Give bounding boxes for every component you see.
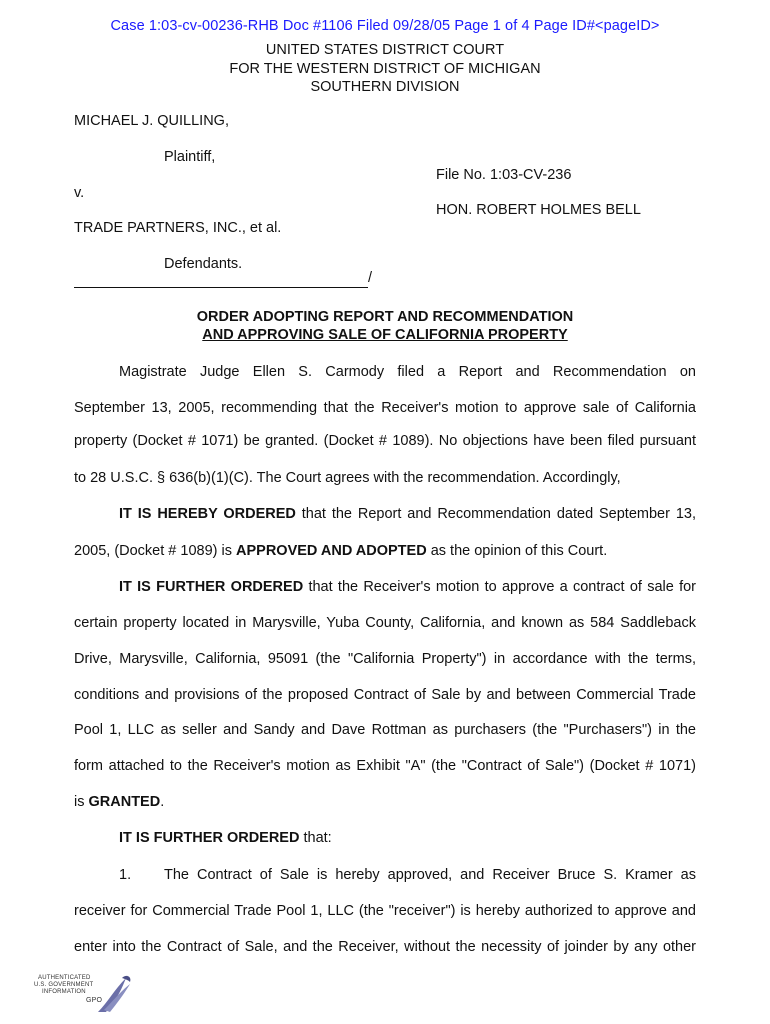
- body-line: September 13, 2005, recommending that the Receiver's motion to approve sale of California: [74, 400, 696, 416]
- body-line: [74, 794, 696, 810]
- body-line: property (Docket # 1071) be granted. (Docket # 1089). No objections have been filed pursuant: [74, 433, 696, 449]
- item-number: 1.: [119, 867, 132, 883]
- body-line: [119, 830, 696, 846]
- body-text: 2005, (Docket # 1089) is: [74, 543, 237, 559]
- gpo-text: INFORMATION: [42, 989, 86, 995]
- bold-phrase: APPROVED AND ADOPTED: [236, 543, 427, 559]
- body-text: as the opinion of this Court.: [426, 543, 608, 559]
- body-line: to 28 U.S.C. § 636(b)(1)(C). The Court agrees with the recommendation. Accordingly,: [74, 470, 621, 486]
- body-text: that the Receiver's motion to approve a contract of sale for: [303, 579, 696, 595]
- gpo-text: AUTHENTICATED: [38, 975, 91, 981]
- bold-lead: IT IS FURTHER ORDERED: [119, 830, 300, 846]
- body-line: Drive, Marysville, California, 95091 (the "California Property") in accordance with the terms,: [74, 651, 696, 667]
- versus: v.: [74, 185, 85, 201]
- court-heading: [0, 41, 770, 97]
- body-line: enter into the Contract of Sale, and the Receiver, without the necessity of joinder by any other: [74, 939, 696, 955]
- order-title-line2: [0, 327, 770, 343]
- body-line: receiver for Commercial Trade Pool 1, LLC (the "receiver") is hereby authorized to approve and: [74, 903, 696, 919]
- body-line: [74, 543, 696, 559]
- court-name: UNITED STATES DISTRICT COURT: [265, 42, 505, 58]
- court-district: FOR THE WESTERN DISTRICT OF MICHIGAN: [229, 60, 541, 77]
- body-text: is: [74, 794, 89, 810]
- caption-rule: [74, 287, 368, 288]
- body-line: certain property located in Marysville, Yuba County, California, and known as 584 Saddleback: [74, 615, 696, 631]
- body-line: form attached to the Receiver's motion as Exhibit "A" (the "Contract of Sale") (Docket # 1071): [74, 758, 696, 774]
- body-line: Pool 1, LLC as seller and Sandy and Dave Rottman as purchasers (the "Purchasers") in the: [74, 722, 696, 738]
- bold-lead: IT IS HEREBY ORDERED: [119, 506, 296, 522]
- caption-slash: /: [368, 270, 373, 286]
- order-title-line2-text: AND APPROVING SALE OF CALIFORNIA PROPERTY: [202, 327, 568, 343]
- case-header-stamp: Case 1:03-cv-00236-RHB Doc #1106 Filed 09/28/05 Page 1 of 4 Page ID#<pageID>: [110, 18, 660, 34]
- body-line: [119, 506, 696, 522]
- gpo-text: U.S. GOVERNMENT: [34, 982, 94, 988]
- defendant-label: Defendants.: [164, 256, 243, 272]
- court-division: SOUTHERN DIVISION: [310, 79, 460, 95]
- body-line: Magistrate Judge Ellen S. Carmody filed a Report and Recommendation on: [119, 364, 696, 380]
- body-line: conditions and provisions of the proposed Contract of Sale by and between Commercial Trade: [74, 687, 696, 703]
- body-line: The Contract of Sale is hereby approved, and Receiver Bruce S. Kramer as: [164, 867, 696, 883]
- body-text: .: [160, 794, 165, 810]
- order-title-line1: ORDER ADOPTING REPORT AND RECOMMENDATION: [196, 309, 574, 325]
- body-line: [119, 579, 696, 595]
- body-text: that the Report and Recommendation dated September 13,: [295, 506, 696, 522]
- eagle-icon: [92, 972, 134, 1016]
- judge-name: HON. ROBERT HOLMES BELL: [436, 202, 641, 218]
- plaintiff-label: Plaintiff,: [164, 149, 216, 165]
- file-number: File No. 1:03-CV-236: [436, 167, 572, 183]
- gpo-text: GPO: [86, 997, 103, 1004]
- plaintiff-name: MICHAEL J. QUILLING,: [74, 113, 229, 129]
- bold-phrase: GRANTED: [88, 794, 161, 810]
- gpo-authentication-logo: [30, 972, 135, 1016]
- defendant-name: TRADE PARTNERS, INC., et al.: [74, 220, 282, 236]
- bold-lead: IT IS FURTHER ORDERED: [119, 579, 304, 595]
- body-text: that:: [299, 830, 332, 846]
